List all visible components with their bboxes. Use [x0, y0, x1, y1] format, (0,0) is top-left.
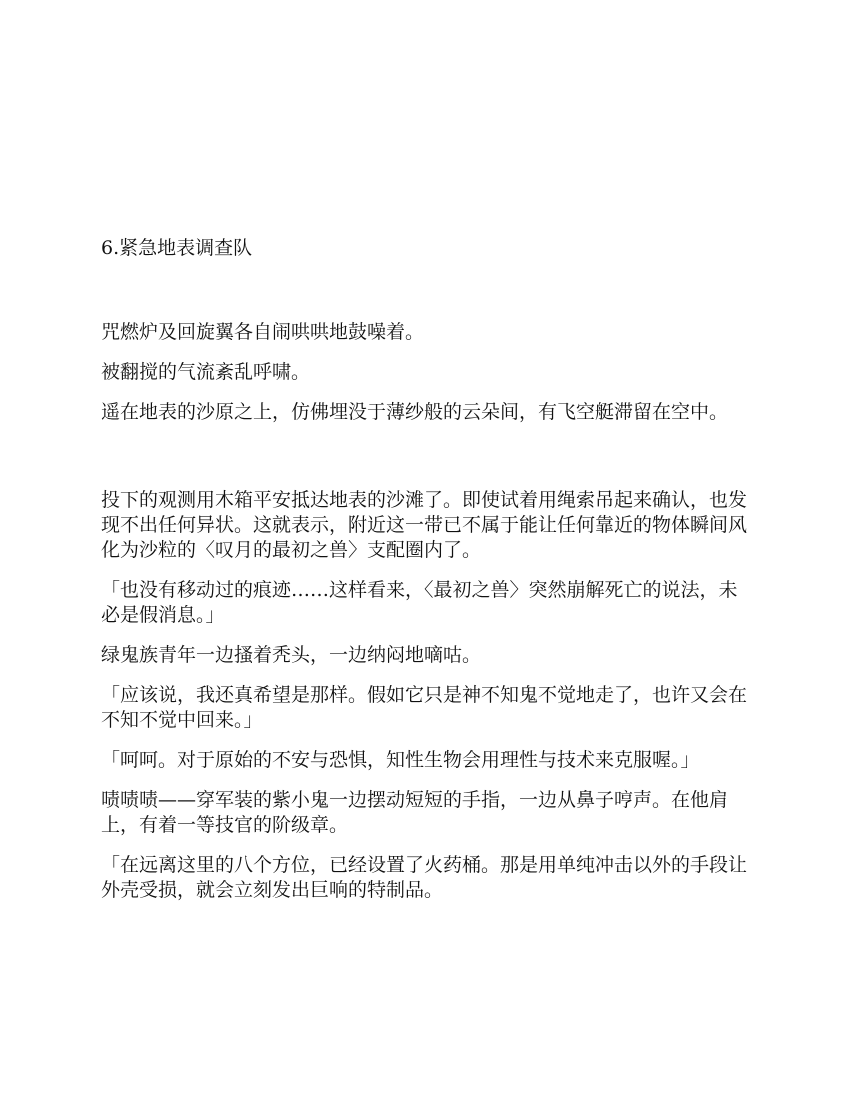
paragraph: 绿鬼族青年一边搔着秃头，一边纳闷地嘀咕。 [101, 644, 482, 666]
paragraph: 投下的观测用木箱平安抵达地表的沙滩了。即使试着用绳索吊起来确认，也发现不出任何异状。这就表示，附近这一带已不属于能让任何靠近的物体瞬间风化为沙粒的〈叹月的最初之兽〉支配圈内了。 [101, 489, 748, 561]
paragraph: 「在远离这里的八个方位，已经设置了火药桶。那是用单纯冲击以外的手段让外壳受损，就会立刻发出巨响的特制品。 [101, 854, 748, 901]
paragraph: 「也没有移动过的痕迹……这样看来，〈最初之兽〉突然崩解死亡的说法，未必是假消息。」 [101, 579, 738, 626]
section-break [101, 440, 751, 488]
paragraph: 「呵呵。对于原始的不安与恐惧，知性生物会用理性与技术来克服喔。」 [101, 749, 700, 771]
paragraph: 「应该说，我还真希望是那样。假如它只是神不知鬼不觉地走了，也许又会在不知不觉中回来。」 [101, 684, 748, 731]
paragraph: 被翻搅的气流紊乱呼啸。 [101, 361, 311, 383]
chapter-title: 6.紧急地表调查队 [101, 237, 253, 259]
paragraph: 遥在地表的沙原之上，仿佛埋没于薄纱般的云朵间，有飞空艇滞留在空中。 [101, 401, 729, 423]
paragraph: 咒燃炉及回旋翼各自闹哄哄地鼓噪着。 [101, 321, 425, 343]
paragraph: 啧啧啧——穿军装的紫小鬼一边摆动短短的手指，一边从鼻子哼声。在他肩上，有着一等技官的阶级章。 [101, 789, 729, 836]
chapter-body [101, 320, 751, 918]
